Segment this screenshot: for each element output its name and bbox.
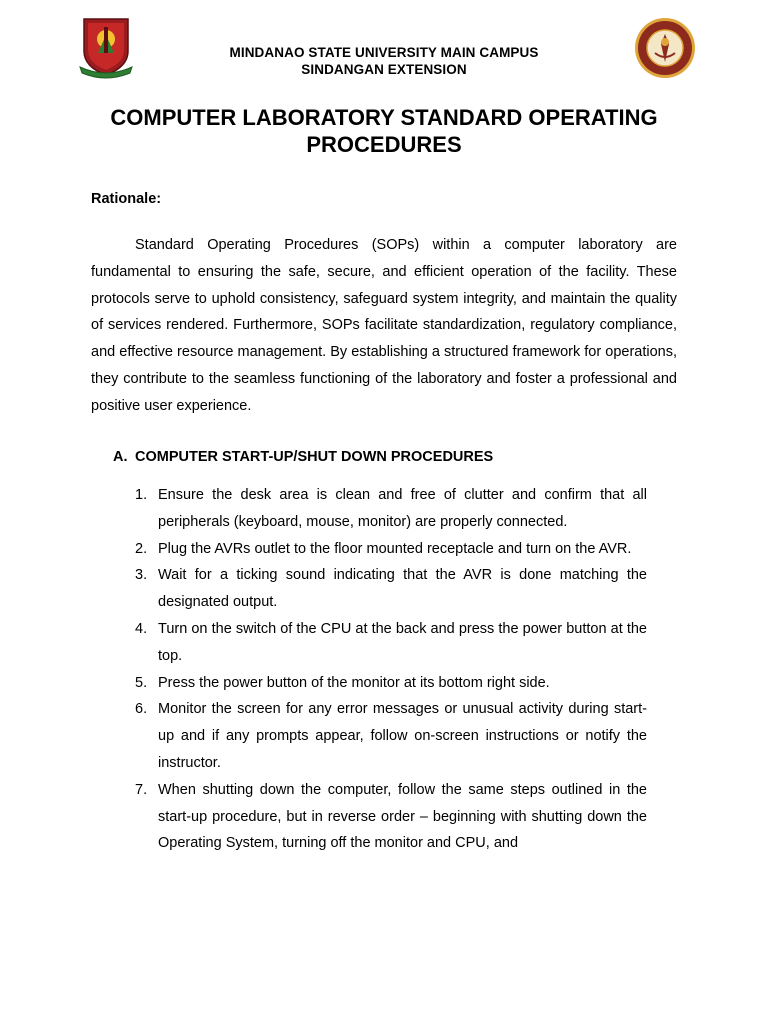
document-title: COMPUTER LABORATORY STANDARD OPERATING PROCEDURES bbox=[110, 105, 658, 157]
rationale-paragraph: Standard Operating Procedures (SOPs) within a computer laboratory are fundamental to ensuring the safe, secure, and efficient operation of the facility. These protocols serve to uphold consistency, safeguard system integrity, and maintain the quality of services rendered. Furthermore, SOPs facilitate standardization, regulatory compliance, and effective resource management. By establishing a structured framework for operations, they contribute to the seamless functioning of the laboratory and foster a professional and positive user experience. bbox=[91, 237, 677, 414]
step-text: Wait for a ticking sound indicating that the AVR is done matching the designated output. bbox=[158, 567, 647, 611]
section-a-heading bbox=[113, 449, 493, 465]
list-item bbox=[135, 670, 647, 697]
step-number: 2. bbox=[135, 540, 148, 557]
institution-name: MINDANAO STATE UNIVERSITY MAIN CAMPUS bbox=[229, 45, 539, 60]
rationale-heading: Rationale: bbox=[91, 191, 162, 207]
step-number: 7. bbox=[135, 781, 148, 798]
step-text: Turn on the switch of the CPU at the back and press the power button at the top. bbox=[158, 620, 647, 664]
list-item bbox=[135, 562, 647, 616]
step-text: Ensure the desk area is clean and free of clutter and confirm that all peripherals (keyboard, mouse, monitor) are properly connected. bbox=[158, 487, 647, 530]
step-number: 3. bbox=[135, 567, 148, 584]
list-item bbox=[135, 536, 647, 563]
campus-name: SINDANGAN EXTENSION bbox=[301, 62, 467, 77]
procedure-steps-list bbox=[135, 482, 647, 857]
list-item bbox=[135, 696, 647, 776]
section-letter: A. bbox=[113, 449, 128, 465]
step-number: 1. bbox=[135, 487, 148, 503]
step-text: When shutting down the computer, follow the same steps outlined in the start-up procedure, but in reverse order – beginning with shutting down the Operating System, turning off the monitor and CPU, and bbox=[158, 781, 647, 852]
step-number: 4. bbox=[135, 620, 148, 637]
step-text: Press the power button of the monitor at its bottom right side. bbox=[158, 674, 550, 691]
step-number: 5. bbox=[135, 674, 148, 691]
list-item bbox=[135, 777, 647, 857]
step-text: Plug the AVRs outlet to the floor mounted receptacle and turn on the AVR. bbox=[158, 540, 632, 557]
step-number: 6. bbox=[135, 701, 148, 718]
list-item bbox=[135, 482, 647, 536]
list-item bbox=[135, 616, 647, 670]
step-text: Monitor the screen for any error messages or unusual activity during start-up and if any prompts appear, follow on-screen instructions or notify the instructor. bbox=[158, 701, 647, 771]
section-title: COMPUTER START-UP/SHUT DOWN PROCEDURES bbox=[135, 449, 494, 465]
